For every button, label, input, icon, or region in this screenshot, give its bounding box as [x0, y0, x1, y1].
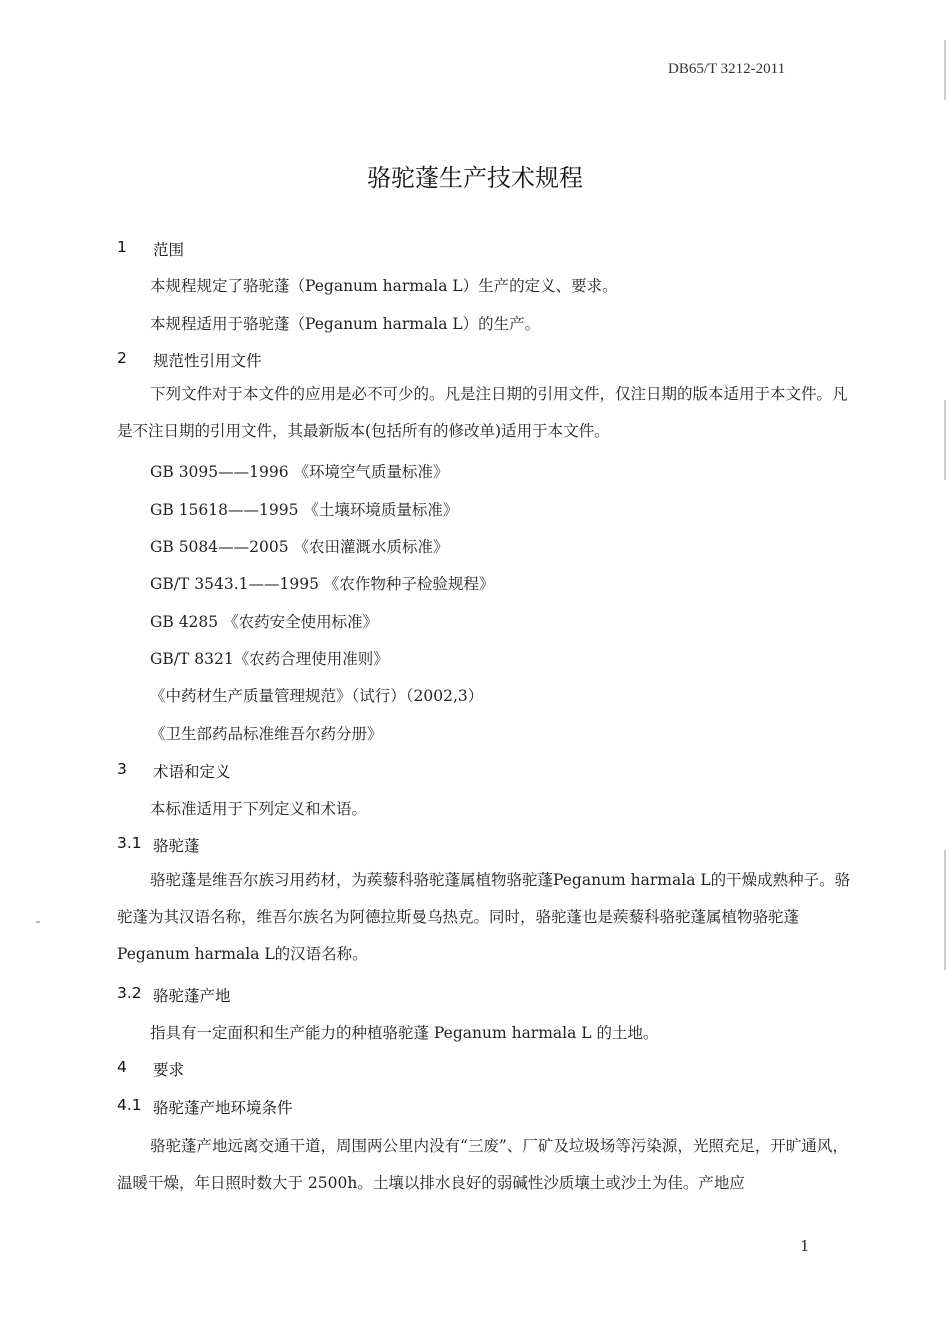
paragraph: 骆驼蓬产地远离交通干道，周围两公里内没有“三废”、厂矿及垃圾场等污染源，光照充足，开旷通风，温暖干燥，年日照时数大于 2500h。土壤以排水良好的弱碱性沙质壤土或沙土为佳。产地应 [117, 1137, 848, 1192]
reference-item: GB 4285 《农药安全使用标准》 [150, 613, 379, 631]
paragraph: 下列文件对于本文件的应用是必不可少的。凡是注日期的引用文件，仅注日期的版本适用于本文件。凡是不注日期的引用文件，其最新版本(包括所有的修改单)适用于本文件。 [117, 385, 848, 440]
section-number: 4.1 [117, 1096, 142, 1114]
reference-item: GB 3095——1996 《环境空气质量标准》 [150, 463, 449, 481]
scan-mark [36, 921, 40, 923]
reference-item: 《中药材生产质量管理规范》（试行）（2002,3） [150, 687, 484, 705]
section-title: 规范性引用文件 [153, 352, 262, 370]
document-title: 骆驼蓬生产技术规程 [367, 164, 583, 192]
standard-number: DB65/T 3212-2011 [668, 61, 786, 77]
paragraph: 本规程适用于骆驼蓬（Peganum harmala L）的生产。 [150, 315, 541, 333]
section-title: 术语和定义 [153, 763, 231, 781]
section-number: 4 [117, 1058, 127, 1076]
scan-edge [944, 850, 946, 970]
section-title: 骆驼蓬 [153, 837, 200, 855]
section-number: 1 [117, 238, 127, 256]
section-number: 3.1 [117, 834, 142, 852]
paragraph: 指具有一定面积和生产能力的种植骆驼蓬 Peganum harmala L 的土地。 [150, 1024, 659, 1042]
reference-item: GB 5084——2005 《农田灌溉水质标准》 [150, 538, 449, 556]
section-title: 骆驼蓬产地 [153, 987, 231, 1005]
section-title: 范围 [153, 241, 185, 259]
scan-edge [944, 400, 946, 480]
section-number: 3.2 [117, 984, 142, 1002]
paragraph: 本规程规定了骆驼蓬（Peganum harmala L）生产的定义、要求。 [150, 277, 618, 295]
section-title: 要求 [153, 1061, 185, 1079]
reference-item: GB 15618——1995 《土壤环境质量标准》 [150, 501, 459, 519]
paragraph: 本标准适用于下列定义和术语。 [150, 800, 368, 818]
reference-item: 《卫生部药品标准维吾尔药分册》 [150, 725, 383, 743]
reference-item: GB/T 3543.1——1995 《农作物种子检验规程》 [150, 575, 495, 593]
reference-item: GB/T 8321《农药合理使用准则》 [150, 650, 389, 668]
section-number: 2 [117, 349, 127, 367]
section-number: 3 [117, 760, 127, 778]
scan-edge [944, 40, 946, 100]
page-number: 1 [800, 1237, 810, 1255]
paragraph: 骆驼蓬是维吾尔族习用药材，为蒺藜科骆驼蓬属植物骆驼蓬Peganum harmala L的干燥成熟种子。骆驼蓬为其汉语名称，维吾尔族名为阿德拉斯曼乌热克。同时，骆驼蓬也是蒺藜科骆驼蓬属植物骆驼蓬Peganum harmala L的汉语名称。 [117, 871, 851, 963]
section-title: 骆驼蓬产地环境条件 [153, 1099, 293, 1117]
